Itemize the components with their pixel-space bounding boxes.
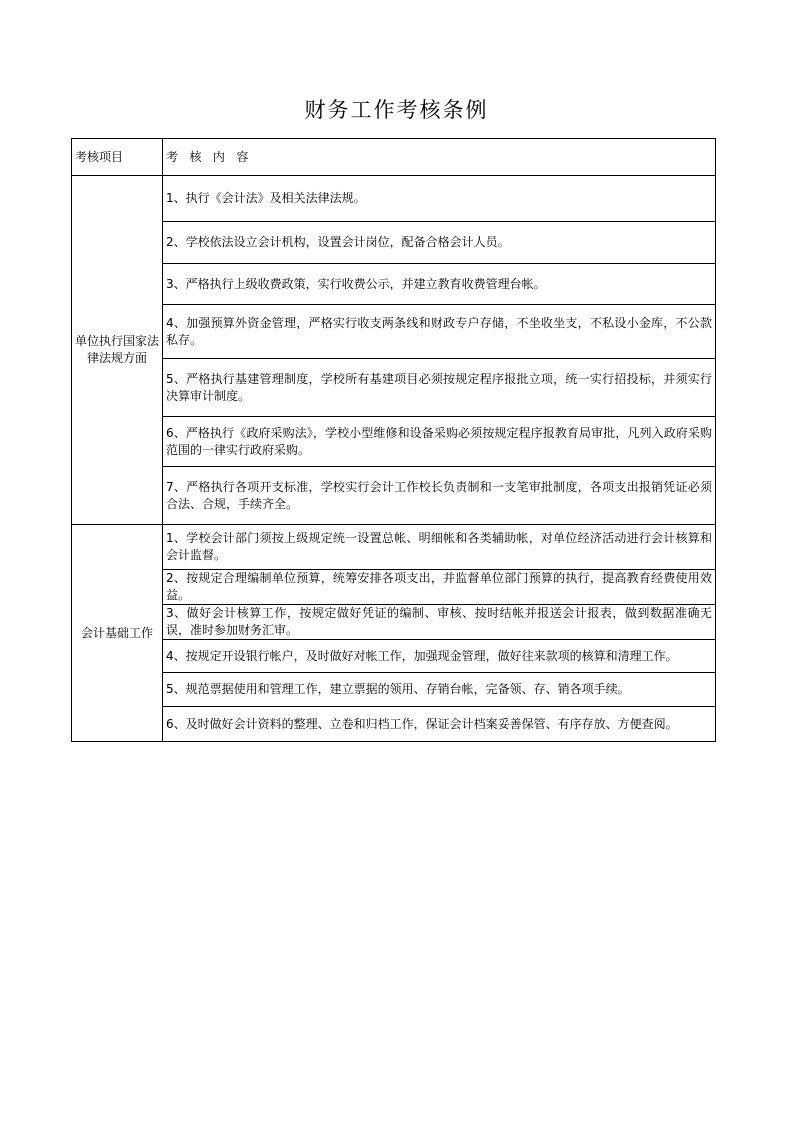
content-cell: 1、学校会计部门须按上级规定统一设置总帐、明细帐和各类辅助帐，对单位经济活动进行会计核算和会计监督。 [163,525,716,570]
header-item-cell: 考核项目 [72,139,163,176]
content-cell: 2、学校依法设立会计机构，设置会计岗位，配备合格会计人员。 [163,222,716,264]
content-cell: 3、做好会计核算工作，按规定做好凭证的编制、审核、按时结帐并报送会计报表，做到数据准确无误，准时参加财务汇审。 [163,605,716,640]
table-row [72,305,716,359]
content-cell: 4、按规定开设银行帐户，及时做好对帐工作，加强现金管理，做好往来款项的核算和清理工作。 [163,640,716,673]
content-cell: 1、执行《会计法》及相关法律法规。 [163,176,716,222]
content-cell: 5、规范票据使用和管理工作，建立票据的领用、存销台帐，完备领、存、销各项手续。 [163,673,716,707]
page-title: 财务工作考核条例 [304,98,489,122]
category-cell-accounting: 会计基础工作 [72,525,163,742]
content-cell: 6、严格执行《政府采购法》，学校小型维修和设备采购必须按规定程序报教育局审批，凡列入政府采购范围的一律实行政府采购。 [163,417,716,467]
table-row [72,264,716,305]
table-row [72,525,716,570]
table-row [72,673,716,707]
content-cell: 6、及时做好会计资料的整理、立卷和归档工作，保证会计档案妥善保管、有序存放、方便查阅。 [163,707,716,742]
content-cell: 5、严格执行基建管理制度，学校所有基建项目必须按规定程序报批立项，统一实行招投标，并须实行决算审计制度。 [163,359,716,417]
table-header-row [72,139,716,176]
table-row [72,359,716,417]
table-row [72,467,716,525]
category-cell-law: 单位执行国家法律法规方面 [72,176,163,525]
table-row [72,176,716,222]
table-row [72,417,716,467]
table-row [72,222,716,264]
review-table [71,138,716,742]
table-row [72,605,716,640]
table-row [72,640,716,673]
content-cell: 2、按规定合理编制单位预算，统筹安排各项支出，并监督单位部门预算的执行，提高教育经费使用效益。 [163,570,716,605]
content-cell: 3、严格执行上级收费政策，实行收费公示，并建立教育收费管理台帐。 [163,264,716,305]
table-row [72,570,716,605]
header-content-cell: 考 核 内 容 [163,139,716,176]
content-cell: 7、严格执行各项开支标准，学校实行会计工作校长负责制和一支笔审批制度，各项支出报销凭证必须合法、合规，手续齐全。 [163,467,716,525]
content-cell: 4、加强预算外资金管理，严格实行收支两条线和财政专户存储，不坐收坐支，不私设小金库，不公款私存。 [163,305,716,359]
table-row [72,707,716,742]
